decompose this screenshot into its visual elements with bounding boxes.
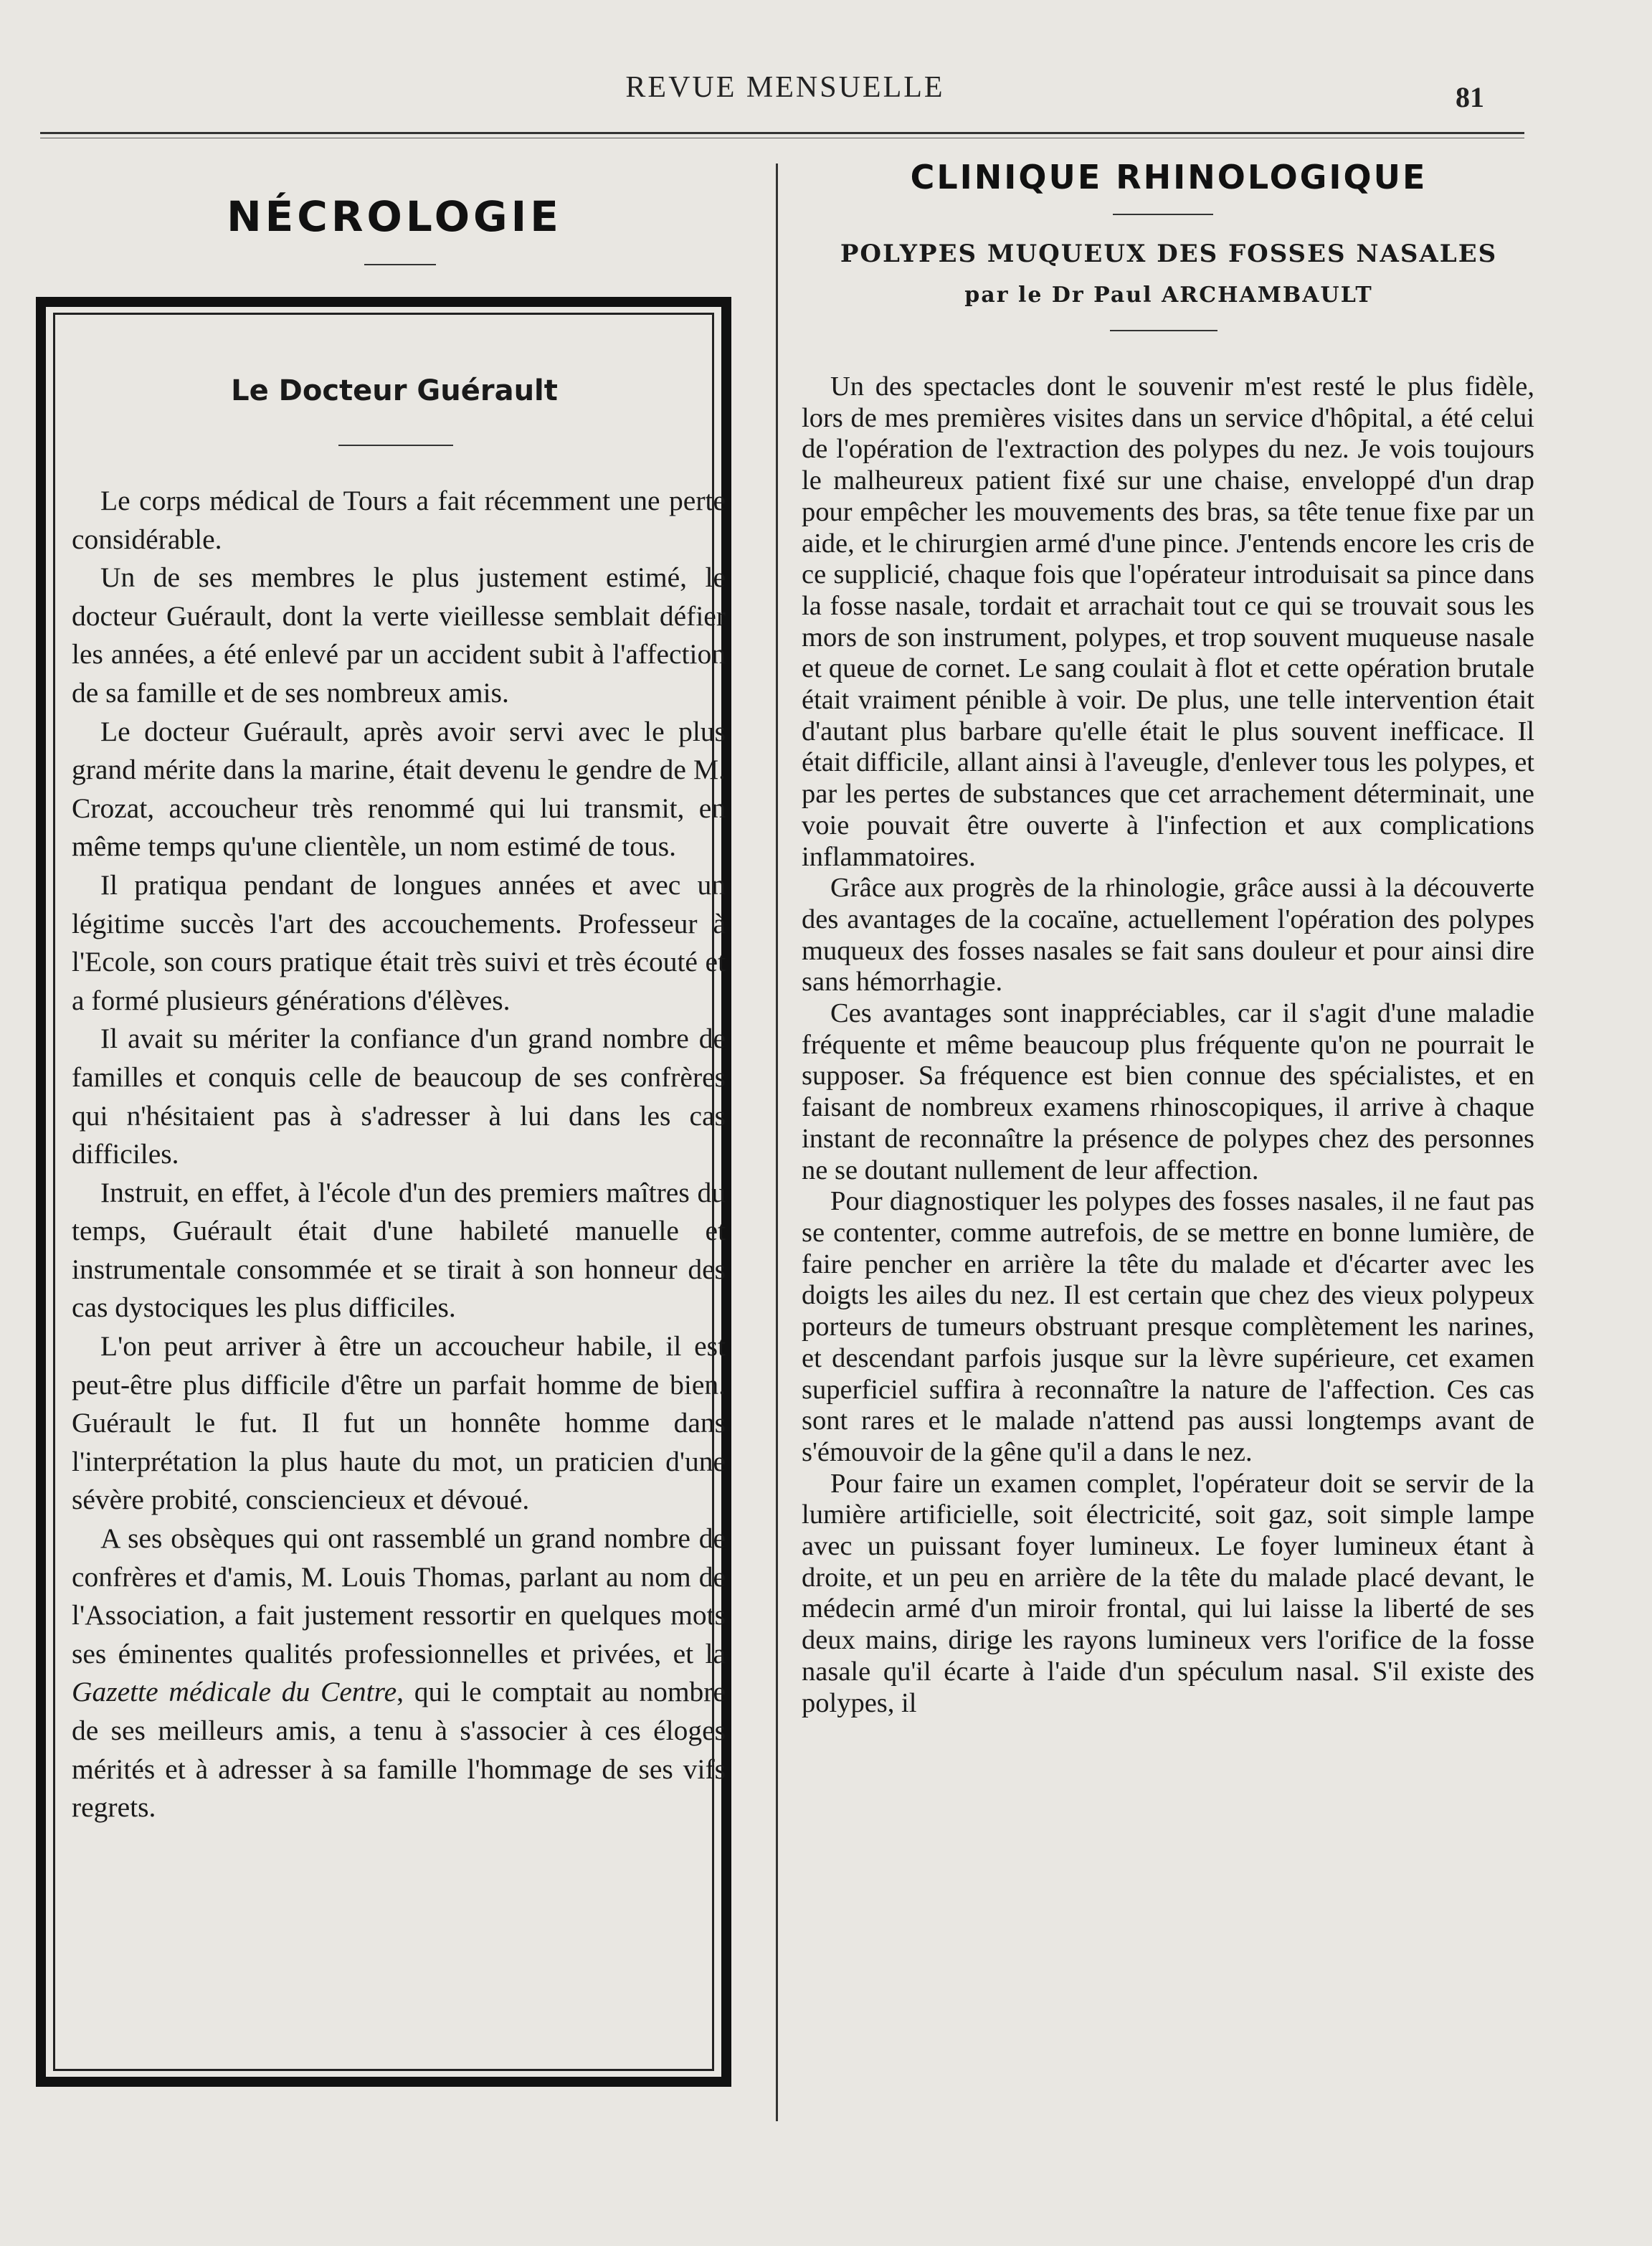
title-rule [364,264,436,265]
section-title-necrologie: NÉCROLOGIE [227,192,562,241]
column-divider [776,164,778,2121]
section-rule [1113,214,1213,215]
article-byline: par le Dr Paul ARCHAMBAULT [964,283,1373,308]
obituary-text: , qui le comptait au nombre de ses meilleurs amis, a tenu à s'associer à ces éloges mérités et à adresser à sa famille l'hommage de ses vifs regrets. [72,1676,726,1824]
section-title-clinique: CLINIQUE RHINOLOGIQUE [910,158,1428,196]
obituary-paragraph: Le docteur Guérault, après avoir servi avec le plus grand mérite dans la marine, était devenu le gendre de M. Crozat, accoucheur très renommé qui lui transmit, en même temps qu'une clientèle, un nom estimé de tous. [72,715,726,863]
article-paragraph: Grâce aux progrès de la rhinologie, grâce aussi à la découverte des avantages de la cocaïne, actuellement l'opération des polypes muqueux des fosses nasales se fait sans douleur et pour ainsi dire sans hémorrhagie. [802,873,1534,998]
article-paragraph: Pour diagnostiquer les polypes des fosses nasales, il ne faut pas se contenter, comme autrefois, de se mettre en bonne lumière, de faire pencher en arrière la tête du malade et d'écarter avec les doigts les ailes du nez. Il est certain que chez des vieux polypeux porteurs de tumeurs obstruant presque complètement les narines, et descendant parfois jusque sur la lèvre supérieure, cet examen superficiel suffira à reconnaître la nature de l'affection. Ces cas sont rares et le malade n'attend pas aussi longtemps avant de s'émouvoir de la gêne qu'il a dans le nez. [802,1186,1534,1467]
obituary-title-rule [338,445,453,446]
obituary-paragraph: Instruit, en effet, à l'école d'un des premiers maîtres du temps, Guérault était d'une habileté manuelle et instrumentale consommée et se tirait à son honneur des cas dystociques les plus difficiles. [72,1176,726,1324]
obituary-paragraph: Il pratiqua pendant de longues années et avec un légitime succès l'art des accouchements. Professeur à l'Ecole, son cours pratique était très suivi et très écouté et a formé plusieurs générations d'élèves. [72,868,726,1016]
obituary-body [72,482,726,1827]
obituary-paragraph: Il avait su mériter la confiance d'un grand nombre de familles et conquis celle de beaucoup de ses confrères qui n'hésitaient pas à s'adresser à lui dans les cas difficiles. [72,1023,726,1170]
running-head: REVUE MENSUELLE [625,71,945,104]
obituary-paragraph: Le corps médical de Tours a fait récemment une perte considérable. [72,485,726,555]
article-paragraph: Ces avantages sont inappréciables, car il s'agit d'une maladie fréquente et même beaucoup plus fréquente qu'on ne pourrait le supposer. Sa fréquence est bien connue des spécialistes, et en faisant de nombreux examens rhinoscopiques, il arrive à chaque instant de reconnaître la présence de polypes chez des personnes ne se doutant nullement de leur affection. [802,998,1534,1185]
obituary-paragraph: L'on peut arriver à être un accoucheur habile, il est peut-être plus difficile d'être un parfait homme de bien. Guérault le fut. Il fut un honnête homme dans l'interprétation la plus haute du mot, un praticien d'une sévère probité, consciencieux et dévoué. [72,1330,726,1516]
obituary-paragraph-last [72,1520,726,1827]
page-number: 81 [1456,81,1484,113]
article-body [802,371,1534,1719]
gazette-title: Gazette médicale du Centre [72,1676,397,1708]
article-paragraph: Pour faire un examen complet, l'opérateur doit se servir de la lumière artificielle, soit électricité, soit gaz, soit simple lampe avec un puissant foyer lumineux. Le foyer lumineux étant à droite, et un peu en arrière de la tête du malade placé devant, le médecin armé d'un miroir frontal, qui lui laisse la liberté de ses deux mains, dirige les rayons lumineux vers l'orifice de la fosse nasale qu'il écarte à l'aide d'un spéculum nasal. S'il existe des polypes, il [802,1468,1534,1718]
article-title: POLYPES MUQUEUX DES FOSSES NASALES [840,240,1498,268]
article-paragraph: Un des spectacles dont le souvenir m'est resté le plus fidèle, lors de mes premières visites dans un service d'hôpital, a été celui de l'opération de l'extraction des polypes du nez. Je vois toujours le malheureux patient fixé sur une chaise, enveloppé d'un drap pour empêcher les mouvements des bras, sa tête tenue fixe par un aide, et le chirurgien armé d'une pince. J'entends encore les cris de ce supplicié, chaque fois que l'opérateur introduisait sa pince dans la fosse nasale, tordait et arrachait tout ce qui se trouvait sous les mors de son instrument, polypes, et trop souvent muqueuse nasale et queue de cornet. Le sang coulait à flot et cette opération brutale était vraiment pénible à voir. De plus, une telle intervention était d'autant plus barbare qu'elle était le plus souvent inefficace. Il était difficile, allant ainsi à l'aveugle, d'enlever tous les polypes, et par les pertes de substances que cet arrachement déterminait, une voie pouvait être ouverte à l'infection et aux complications inflammatoires. [802,371,1534,872]
header-rule [40,132,1524,134]
obituary-text: A ses obsèques qui ont rassemblé un grand nombre de confrères et d'amis, M. Louis Thomas, parlant au nom de l'Association, a fait justement ressortir en quelques mots ses éminentes qualités professionnelles et privées, et la [72,1522,726,1669]
byline-rule [1110,330,1217,331]
obituary-title: Le Docteur Guérault [231,374,558,407]
obituary-paragraph: Un de ses membres le plus justement estimé, le docteur Guérault, dont la verte vieillesse semblait défier les années, a été enlevé par un accident subit à l'affection de sa famille et de ses nombreux amis. [72,562,726,709]
